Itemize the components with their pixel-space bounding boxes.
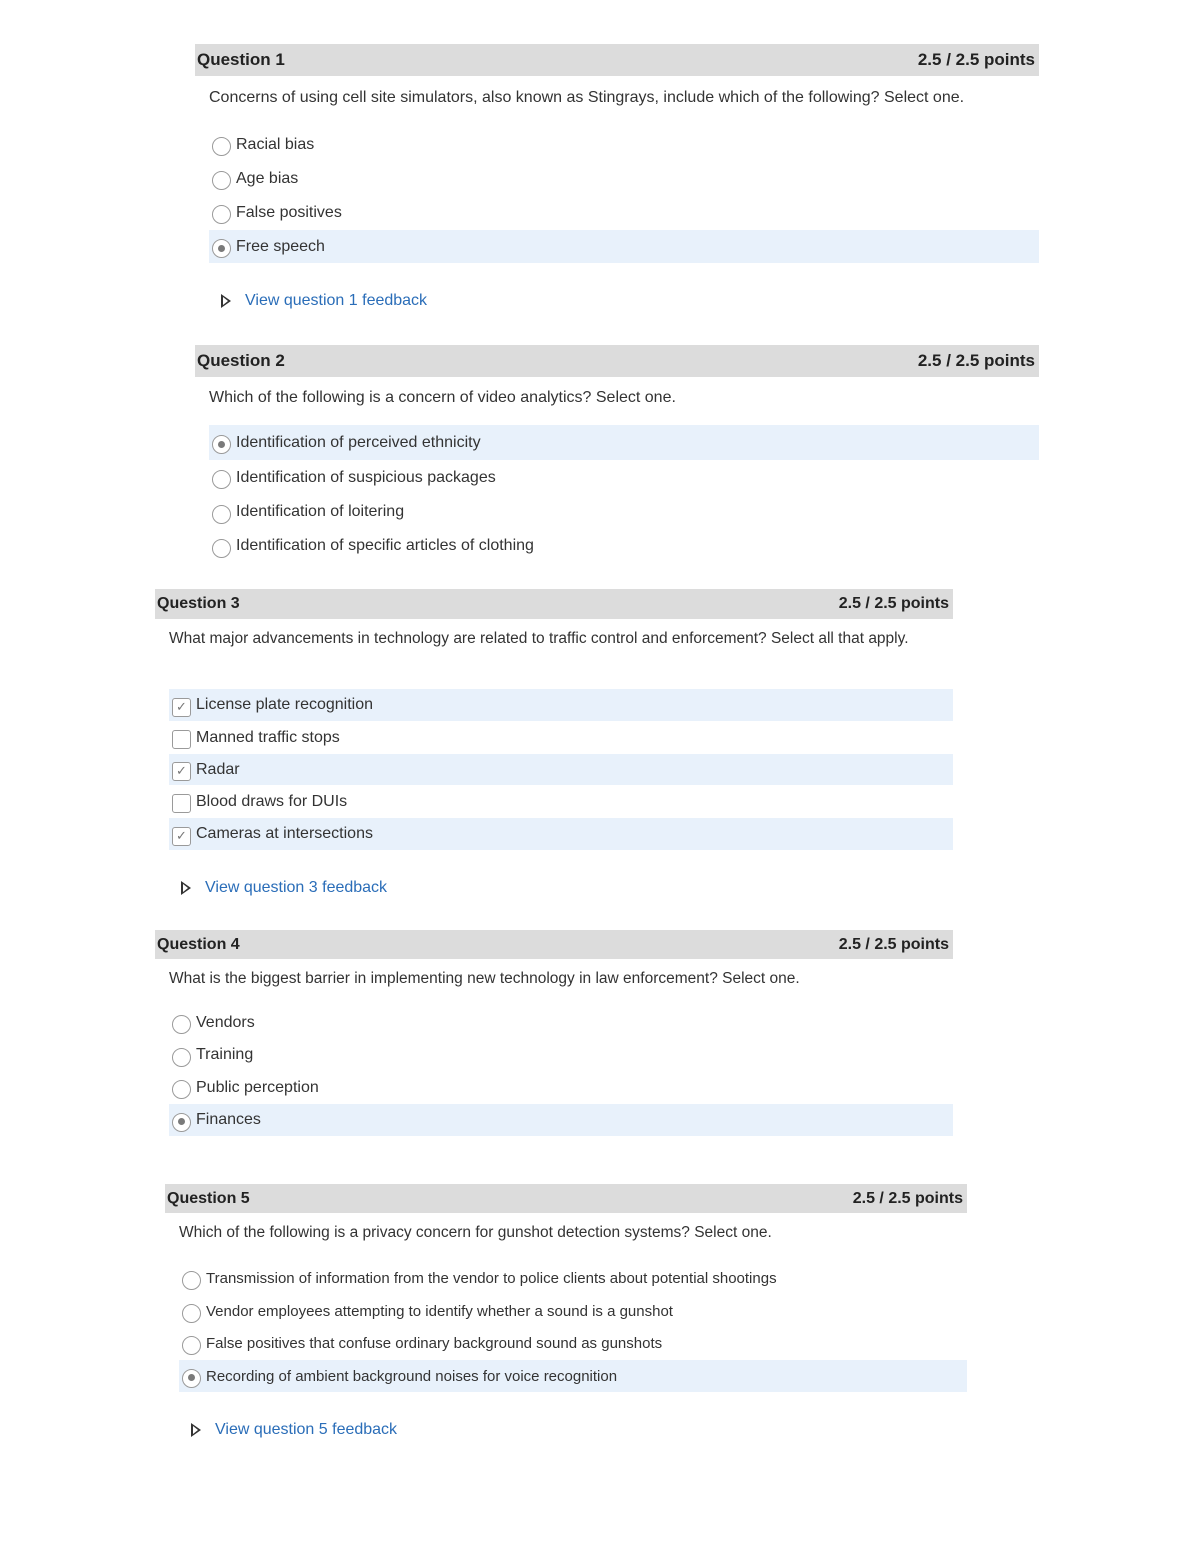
radio-button[interactable] (212, 470, 231, 489)
option-label: Identification of specific articles of clothing (236, 537, 534, 554)
option-label: Free speech (236, 237, 325, 255)
radio-button[interactable] (172, 1048, 191, 1067)
question-1 (195, 44, 1039, 309)
question-header (195, 44, 1039, 76)
checkbox[interactable] (172, 794, 191, 813)
radio-button[interactable] (212, 137, 231, 156)
question-points: 2.5 / 2.5 points (917, 351, 1035, 370)
radio-button[interactable] (172, 1015, 191, 1034)
option-label: Identification of loitering (236, 503, 405, 520)
question-header (195, 345, 1039, 377)
option-finances[interactable] (169, 1104, 953, 1136)
option-label: Public perception (196, 1078, 319, 1096)
radio-button[interactable] (182, 1304, 201, 1323)
option-label: Radar (196, 760, 240, 778)
question-title: Question 3 (157, 595, 240, 612)
option-license-plate-recognition[interactable] (169, 689, 953, 721)
radio-button[interactable] (182, 1336, 201, 1355)
radio-button[interactable] (212, 505, 231, 524)
radio-button[interactable] (172, 1080, 191, 1099)
option-label: Cameras at intersections (196, 825, 373, 842)
option-label: Vendors (196, 1013, 255, 1031)
question-title: Question 4 (157, 935, 240, 953)
option-public-perception[interactable] (169, 1071, 953, 1104)
option-manned-traffic-stops[interactable] (169, 721, 953, 754)
option-label: Transmission of information from the vendor to police clients about potential shootings (206, 1270, 777, 1287)
option-label: License plate recognition (196, 696, 374, 713)
option-loitering[interactable] (209, 495, 1039, 529)
radio-button[interactable] (212, 205, 231, 224)
question-prompt: Which of the following is a concern of video analytics? Select one. (209, 389, 676, 406)
question-prompt: Which of the following is a privacy concern for gunshot detection systems? Select one. (179, 1224, 772, 1241)
feedback-link-text[interactable]: View question 3 feedback (205, 879, 388, 896)
view-feedback-link[interactable] (191, 1421, 397, 1439)
question-3 (155, 589, 953, 896)
question-points: 2.5 / 2.5 points (917, 50, 1035, 69)
expand-triangle-icon (221, 294, 231, 308)
option-racial-bias[interactable] (209, 128, 1039, 161)
checkbox-checked[interactable]: ✓ (172, 762, 191, 781)
option-label: False positives (236, 203, 342, 221)
option-false-positives[interactable] (209, 196, 1039, 229)
question-title: Question 1 (197, 50, 285, 69)
option-cameras-at-intersections[interactable] (169, 818, 953, 850)
radio-button[interactable] (182, 1271, 201, 1290)
option-label: Manned traffic stops (196, 728, 340, 746)
checkbox-checked[interactable]: ✓ (172, 827, 191, 846)
option-training[interactable] (169, 1039, 953, 1071)
expand-triangle-icon (191, 1423, 201, 1437)
option-recording-ambient-noises[interactable] (179, 1360, 967, 1392)
option-label: Racial bias (236, 135, 315, 153)
question-prompt: What is the biggest barrier in implementing new technology in law enforcement? Select one. (169, 970, 800, 987)
radio-button-selected[interactable] (212, 239, 231, 258)
option-radar[interactable] (169, 754, 953, 785)
radio-button[interactable] (212, 171, 231, 190)
view-feedback-link[interactable] (221, 292, 427, 310)
question-header (165, 1184, 967, 1213)
radio-button[interactable] (212, 539, 231, 558)
option-label: Finances (196, 1111, 261, 1128)
option-label: Vendor employees attempting to identify whether a sound is a gunshot (206, 1302, 673, 1320)
view-feedback-link[interactable] (181, 879, 387, 897)
option-suspicious-packages[interactable] (209, 460, 1039, 495)
option-label: Blood draws for DUIs (196, 792, 348, 810)
question-4 (155, 930, 953, 1128)
question-title: Question 5 (167, 1189, 250, 1207)
question-points: 2.5 / 2.5 points (852, 1189, 963, 1207)
question-2 (195, 345, 1039, 554)
expand-triangle-icon (181, 881, 191, 895)
option-label: Identification of perceived ethnicity (236, 433, 481, 451)
option-vendors[interactable] (169, 1006, 953, 1039)
question-prompt: What major advancements in technology are related to traffic control and enforcement? Select all that apply. (169, 630, 909, 647)
option-label: Training (196, 1046, 254, 1063)
checkbox[interactable] (172, 730, 191, 749)
checkbox-checked[interactable]: ✓ (172, 698, 191, 717)
option-label: Recording of ambient background noises for voice recognition (206, 1367, 618, 1385)
option-perceived-ethnicity[interactable] (209, 425, 1039, 460)
question-title: Question 2 (197, 351, 285, 370)
question-points: 2.5 / 2.5 points (838, 595, 949, 612)
option-free-speech[interactable] (209, 230, 1039, 263)
option-label: False positives that confuse ordinary background sound as gunshots (206, 1335, 663, 1352)
option-false-positives-background[interactable] (179, 1327, 967, 1360)
option-transmission-of-information[interactable] (179, 1262, 967, 1295)
radio-button-selected[interactable] (182, 1369, 201, 1388)
question-prompt: Concerns of using cell site simulators, also known as Stingrays, include which of the following? Select one. (209, 89, 965, 106)
option-label: Age bias (236, 169, 299, 187)
option-label: Identification of suspicious packages (236, 468, 496, 486)
option-vendor-employees[interactable] (179, 1295, 967, 1327)
feedback-link-text[interactable]: View question 5 feedback (215, 1421, 398, 1438)
option-age-bias[interactable] (209, 162, 1039, 195)
radio-button-selected[interactable] (172, 1113, 191, 1132)
question-header (155, 930, 953, 959)
question-5 (165, 1184, 967, 1438)
option-articles-of-clothing[interactable] (209, 529, 1039, 563)
feedback-link-text[interactable]: View question 1 feedback (245, 292, 428, 309)
option-blood-draws[interactable] (169, 785, 953, 818)
question-header (155, 589, 953, 619)
question-points: 2.5 / 2.5 points (838, 935, 949, 953)
radio-button-selected[interactable] (212, 435, 231, 454)
